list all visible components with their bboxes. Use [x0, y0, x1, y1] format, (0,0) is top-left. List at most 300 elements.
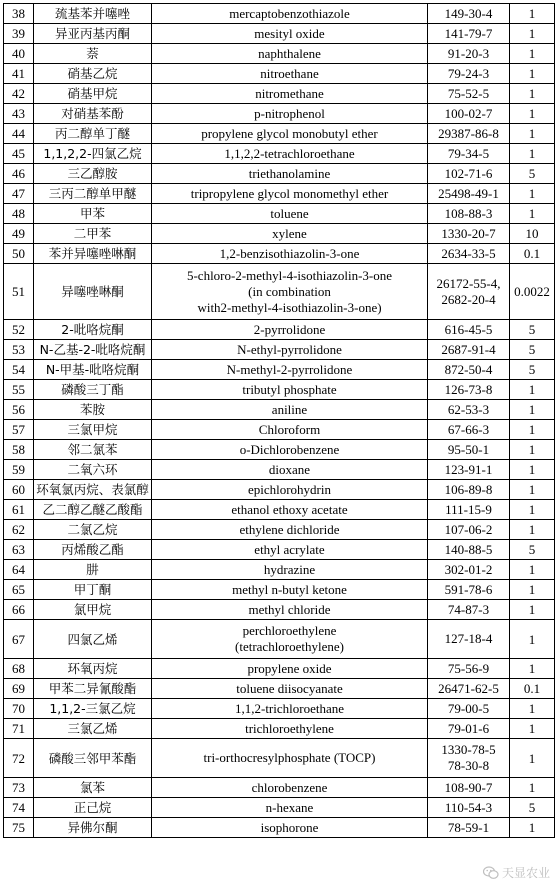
chinese-name: 萘	[34, 44, 152, 64]
chemical-limits-table	[3, 3, 555, 838]
cas-number	[428, 739, 510, 778]
row-number: 52	[4, 320, 34, 340]
chinese-name: 异噻唑啉酮	[34, 264, 152, 320]
english-name	[152, 540, 428, 560]
english-name-line: tri-orthocresylphosphate (TOCP)	[203, 750, 376, 765]
chinese-name: 异佛尔酮	[34, 818, 152, 838]
english-name-line: methyl n-butyl ketone	[232, 581, 347, 597]
row-number: 72	[4, 739, 34, 778]
table-row	[4, 699, 555, 719]
cas-number-line: 123-91-1	[444, 461, 493, 477]
chinese-name: 二甲苯	[34, 224, 152, 244]
limit-value: 1	[510, 739, 555, 778]
english-name-line: propylene glycol monobutyl ether	[201, 125, 378, 141]
cas-number	[428, 84, 510, 104]
cas-number-line: 95-50-1	[447, 441, 490, 457]
table-row	[4, 520, 555, 540]
limit-value: 1	[510, 818, 555, 838]
row-number: 63	[4, 540, 34, 560]
row-number: 69	[4, 679, 34, 699]
english-name	[152, 520, 428, 540]
chinese-name: 1,1,2-三氯乙烷	[34, 699, 152, 719]
chinese-name: 甲苯	[34, 204, 152, 224]
english-name-line: hydrazine	[263, 561, 316, 577]
cas-number-line: 107-06-2	[444, 521, 493, 537]
row-number: 73	[4, 778, 34, 798]
english-name-line: mesityl oxide	[254, 25, 325, 41]
english-name	[152, 500, 428, 520]
english-name	[152, 340, 428, 360]
cas-number	[428, 104, 510, 124]
table-row	[4, 44, 555, 64]
chinese-name: 肼	[34, 560, 152, 580]
limit-value: 1	[510, 184, 555, 204]
row-number: 70	[4, 699, 34, 719]
cas-number-line: 79-01-6	[447, 720, 490, 736]
cas-number-line: 2682-20-4	[441, 291, 496, 307]
english-name	[152, 818, 428, 838]
limit-value: 1	[510, 84, 555, 104]
cas-number	[428, 400, 510, 420]
english-name	[152, 4, 428, 24]
english-name	[152, 400, 428, 420]
english-name-line: 1,1,2-trichloroethane	[234, 700, 344, 716]
limit-value: 1	[510, 380, 555, 400]
table-row	[4, 818, 555, 838]
english-name	[152, 620, 428, 659]
limit-value: 1	[510, 620, 555, 659]
row-number: 51	[4, 264, 34, 320]
english-name-line: trichloroethylene	[245, 720, 334, 736]
cas-number-line: 67-66-3	[447, 421, 490, 437]
cas-number-line: 108-90-7	[444, 779, 493, 795]
english-name	[152, 124, 428, 144]
cas-number-line: 106-89-8	[444, 481, 493, 497]
cas-number-line: 127-18-4	[444, 631, 493, 646]
cas-number	[428, 778, 510, 798]
cas-number-line: 75-56-9	[447, 660, 490, 676]
cas-number	[428, 320, 510, 340]
english-name-line: 1,2-benzisothiazolin-3-one	[219, 245, 360, 261]
cas-number	[428, 480, 510, 500]
row-number: 44	[4, 124, 34, 144]
row-number: 53	[4, 340, 34, 360]
table-row	[4, 24, 555, 44]
chinese-name: 二氧六环	[34, 460, 152, 480]
cas-number-line: 26471-62-5	[438, 680, 499, 696]
cas-number	[428, 24, 510, 44]
table-row	[4, 560, 555, 580]
chinese-name: 1,1,2,2-四氯乙烷	[34, 144, 152, 164]
table-row	[4, 460, 555, 480]
table-row	[4, 320, 555, 340]
chinese-name: 苯胺	[34, 400, 152, 420]
english-name-line: mercaptobenzothiazole	[229, 5, 350, 21]
english-name	[152, 224, 428, 244]
english-name	[152, 64, 428, 84]
english-name	[152, 420, 428, 440]
limit-value: 1	[510, 44, 555, 64]
cas-number	[428, 520, 510, 540]
cas-number	[428, 420, 510, 440]
table-row	[4, 620, 555, 659]
english-name-line: aniline	[271, 401, 308, 417]
chinese-name: N-乙基-2-吡咯烷酮	[34, 340, 152, 360]
english-name	[152, 104, 428, 124]
english-name-line: Chloroform	[258, 421, 321, 437]
limit-value: 1	[510, 480, 555, 500]
row-number: 48	[4, 204, 34, 224]
english-name-line: chlorobenzene	[251, 779, 328, 795]
cas-number-line: 29387-86-8	[438, 125, 499, 141]
limit-value: 1	[510, 204, 555, 224]
table-row	[4, 144, 555, 164]
chinese-name: 氯苯	[34, 778, 152, 798]
chinese-name: 环氧丙烷	[34, 659, 152, 679]
table-row	[4, 124, 555, 144]
cas-number	[428, 164, 510, 184]
table-row	[4, 540, 555, 560]
cas-number-line: 74-87-3	[447, 601, 490, 617]
row-number: 57	[4, 420, 34, 440]
chinese-name: N-甲基-吡咯烷酮	[34, 360, 152, 380]
english-name-line: with2-methyl-4-isothiazolin-3-one)	[197, 299, 382, 315]
cas-number-line: 111-15-9	[445, 501, 492, 517]
limit-value: 1	[510, 64, 555, 84]
limit-value: 1	[510, 600, 555, 620]
cas-number	[428, 144, 510, 164]
english-name	[152, 44, 428, 64]
limit-value: 5	[510, 340, 555, 360]
cas-number-line: 78-59-1	[447, 819, 490, 835]
cas-number-line: 78-30-8	[447, 758, 490, 773]
cas-number	[428, 500, 510, 520]
cas-number	[428, 204, 510, 224]
english-name	[152, 560, 428, 580]
english-name-line: tributyl phosphate	[242, 381, 337, 397]
cas-number	[428, 340, 510, 360]
cas-number-line: 102-71-6	[444, 165, 493, 181]
table-row	[4, 480, 555, 500]
english-name-line: ethanol ethoxy acetate	[231, 501, 348, 517]
english-name	[152, 699, 428, 719]
chinese-name: 甲苯二异氰酸酯	[34, 679, 152, 699]
limit-value: 1	[510, 500, 555, 520]
cas-number-line: 26172-55-4,	[436, 275, 501, 291]
english-name-line: methyl chloride	[248, 601, 331, 617]
cas-number	[428, 4, 510, 24]
english-name-line: (tetrachloroethylene)	[235, 639, 344, 654]
chinese-name: 2-吡咯烷酮	[34, 320, 152, 340]
english-name	[152, 679, 428, 699]
table-row	[4, 380, 555, 400]
wechat-icon	[483, 866, 499, 880]
chinese-name: 三丙二醇单甲醚	[34, 184, 152, 204]
row-number: 50	[4, 244, 34, 264]
table-row	[4, 360, 555, 380]
cas-number-line: 126-73-8	[444, 381, 493, 397]
table-row	[4, 659, 555, 679]
english-name-line: isophorone	[260, 819, 319, 835]
table-row	[4, 64, 555, 84]
english-name	[152, 778, 428, 798]
english-name	[152, 320, 428, 340]
chinese-name: 氯甲烷	[34, 600, 152, 620]
english-name-line: ethylene dichloride	[239, 521, 340, 537]
english-name	[152, 204, 428, 224]
watermark-text: 天显农业	[501, 866, 550, 880]
row-number: 62	[4, 520, 34, 540]
english-name-line: nitromethane	[255, 85, 324, 101]
english-name	[152, 600, 428, 620]
limit-value: 1	[510, 420, 555, 440]
cas-number-line: 75-52-5	[447, 85, 490, 101]
cas-number-line: 108-88-3	[444, 205, 493, 221]
english-name	[152, 264, 428, 320]
english-name-line: triethanolamine	[248, 165, 331, 181]
limit-value: 1	[510, 4, 555, 24]
table-row	[4, 224, 555, 244]
chinese-name: 甲丁酮	[34, 580, 152, 600]
table-row	[4, 580, 555, 600]
english-name	[152, 380, 428, 400]
english-name-line: nitroethane	[260, 65, 319, 81]
row-number: 71	[4, 719, 34, 739]
chinese-name: 硝基乙烷	[34, 64, 152, 84]
cas-number	[428, 620, 510, 659]
row-number: 65	[4, 580, 34, 600]
table-row	[4, 420, 555, 440]
cas-number	[428, 540, 510, 560]
row-number: 75	[4, 818, 34, 838]
limit-value: 1	[510, 124, 555, 144]
table-row	[4, 340, 555, 360]
table-row	[4, 798, 555, 818]
cas-number-line: 149-30-4	[444, 5, 493, 21]
limit-value: 5	[510, 164, 555, 184]
limit-value: 5	[510, 798, 555, 818]
cas-number-line: 1330-20-7	[441, 225, 496, 241]
table-row	[4, 679, 555, 699]
cas-number-line: 110-54-3	[444, 799, 493, 815]
row-number: 42	[4, 84, 34, 104]
row-number: 67	[4, 620, 34, 659]
chinese-name: 邻二氯苯	[34, 440, 152, 460]
english-name	[152, 460, 428, 480]
cas-number-line: 141-79-7	[444, 25, 493, 41]
limit-value: 0.1	[510, 244, 555, 264]
english-name	[152, 440, 428, 460]
chinese-name: 三氯甲烷	[34, 420, 152, 440]
english-name	[152, 184, 428, 204]
chinese-name: 苯并异噻唑啉酮	[34, 244, 152, 264]
limit-value: 1	[510, 719, 555, 739]
table-row	[4, 164, 555, 184]
cas-number-line: 79-34-5	[447, 145, 490, 161]
table-row	[4, 500, 555, 520]
english-name-line: 1,1,2,2-tetrachloroethane	[224, 145, 355, 161]
english-name	[152, 739, 428, 778]
limit-value: 10	[510, 224, 555, 244]
limit-value: 1	[510, 24, 555, 44]
row-number: 74	[4, 798, 34, 818]
limit-value: 5	[510, 540, 555, 560]
table-row	[4, 778, 555, 798]
limit-value: 1	[510, 400, 555, 420]
cas-number	[428, 184, 510, 204]
english-name-line: ethyl acrylate	[254, 541, 325, 557]
row-number: 38	[4, 4, 34, 24]
limit-value: 1	[510, 440, 555, 460]
chinese-name: 磷酸三丁酯	[34, 380, 152, 400]
english-name-line: p-nitrophenol	[254, 105, 325, 121]
limit-value: 1	[510, 144, 555, 164]
english-name	[152, 244, 428, 264]
english-name-line: toluene	[270, 205, 309, 221]
chinese-name: 对硝基苯酚	[34, 104, 152, 124]
english-name	[152, 580, 428, 600]
chinese-name: 丙烯酸乙酯	[34, 540, 152, 560]
limit-value: 5	[510, 360, 555, 380]
limit-value: 1	[510, 659, 555, 679]
english-name	[152, 24, 428, 44]
chinese-name: 二氯乙烷	[34, 520, 152, 540]
chinese-name: 硝基甲烷	[34, 84, 152, 104]
cas-number	[428, 560, 510, 580]
english-name	[152, 360, 428, 380]
english-name	[152, 164, 428, 184]
cas-number	[428, 244, 510, 264]
english-name-line: n-hexane	[265, 799, 314, 815]
row-number: 47	[4, 184, 34, 204]
cas-number	[428, 44, 510, 64]
chinese-name: 环氧氯丙烷、表氯醇	[34, 480, 152, 500]
cas-number	[428, 360, 510, 380]
chinese-name: 磷酸三邻甲苯酯	[34, 739, 152, 778]
english-name-line: 5-chloro-2-methyl-4-isothiazolin-3-one	[186, 267, 393, 283]
english-name-line: toluene diisocyanate	[236, 680, 343, 696]
cas-number-line: 100-02-7	[444, 105, 493, 121]
cas-number-line: 62-53-3	[447, 401, 490, 417]
english-name-line: propylene oxide	[247, 660, 332, 676]
english-name	[152, 480, 428, 500]
english-name	[152, 798, 428, 818]
cas-number	[428, 798, 510, 818]
table-row	[4, 264, 555, 320]
english-name	[152, 719, 428, 739]
cas-number-line: 79-00-5	[447, 700, 490, 716]
cas-number-line: 872-50-4	[444, 361, 493, 377]
cas-number	[428, 699, 510, 719]
chinese-name: 丙二醇单丁醚	[34, 124, 152, 144]
english-name-line: perchloroethylene	[242, 623, 337, 638]
cas-number-line: 140-88-5	[444, 541, 493, 557]
cas-number	[428, 580, 510, 600]
cas-number	[428, 818, 510, 838]
cas-number	[428, 719, 510, 739]
limit-value: 1	[510, 778, 555, 798]
cas-number-line: 25498-49-1	[438, 185, 499, 201]
cas-number	[428, 224, 510, 244]
english-name-line: xylene	[272, 225, 307, 241]
cas-number	[428, 460, 510, 480]
cas-number-line: 1330-78-5	[441, 742, 496, 757]
watermark	[483, 864, 550, 881]
english-name	[152, 84, 428, 104]
table-row	[4, 719, 555, 739]
cas-number	[428, 64, 510, 84]
table-row	[4, 244, 555, 264]
english-name-line: 2-pyrrolidone	[253, 321, 326, 337]
english-name-line: dioxane	[268, 461, 311, 477]
row-number: 59	[4, 460, 34, 480]
table-row	[4, 184, 555, 204]
table-row	[4, 440, 555, 460]
cas-number	[428, 600, 510, 620]
row-number: 41	[4, 64, 34, 84]
english-name-line: N-methyl-2-pyrrolidone	[226, 361, 353, 377]
row-number: 68	[4, 659, 34, 679]
limit-value: 1	[510, 580, 555, 600]
limit-value: 0.1	[510, 679, 555, 699]
chinese-name: 三氯乙烯	[34, 719, 152, 739]
limit-value: 1	[510, 460, 555, 480]
table-row	[4, 400, 555, 420]
row-number: 60	[4, 480, 34, 500]
cas-number	[428, 124, 510, 144]
english-name-line: naphthalene	[258, 45, 321, 61]
row-number: 61	[4, 500, 34, 520]
chinese-name: 异亚丙基丙酮	[34, 24, 152, 44]
limit-value: 1	[510, 699, 555, 719]
row-number: 55	[4, 380, 34, 400]
row-number: 39	[4, 24, 34, 44]
row-number: 66	[4, 600, 34, 620]
table-row	[4, 204, 555, 224]
english-name-line: (in combination	[248, 283, 331, 299]
english-name-line: tripropylene glycol monomethyl ether	[190, 185, 389, 201]
cas-number	[428, 264, 510, 320]
chinese-name: 三乙醇胺	[34, 164, 152, 184]
chinese-name: 四氯乙烯	[34, 620, 152, 659]
row-number: 40	[4, 44, 34, 64]
row-number: 46	[4, 164, 34, 184]
limit-value: 0.0022	[510, 264, 555, 320]
table-row	[4, 739, 555, 778]
table-row	[4, 104, 555, 124]
cas-number	[428, 659, 510, 679]
cas-number-line: 302-01-2	[444, 561, 493, 577]
english-name-line: o-Dichlorobenzene	[239, 441, 340, 457]
chinese-name: 乙二醇乙醚乙酸酯	[34, 500, 152, 520]
english-name-line: epichlorohydrin	[247, 481, 332, 497]
row-number: 56	[4, 400, 34, 420]
row-number: 49	[4, 224, 34, 244]
row-number: 64	[4, 560, 34, 580]
english-name	[152, 144, 428, 164]
chinese-name: 正己烷	[34, 798, 152, 818]
cas-number-line: 2687-91-4	[441, 341, 496, 357]
limit-value: 1	[510, 520, 555, 540]
cas-number-line: 616-45-5	[444, 321, 493, 337]
cas-number	[428, 679, 510, 699]
cas-number-line: 2634-33-5	[441, 245, 496, 261]
table-row	[4, 600, 555, 620]
row-number: 45	[4, 144, 34, 164]
row-number: 58	[4, 440, 34, 460]
english-name-line: N-ethyl-pyrrolidone	[237, 341, 342, 357]
limit-value: 1	[510, 560, 555, 580]
